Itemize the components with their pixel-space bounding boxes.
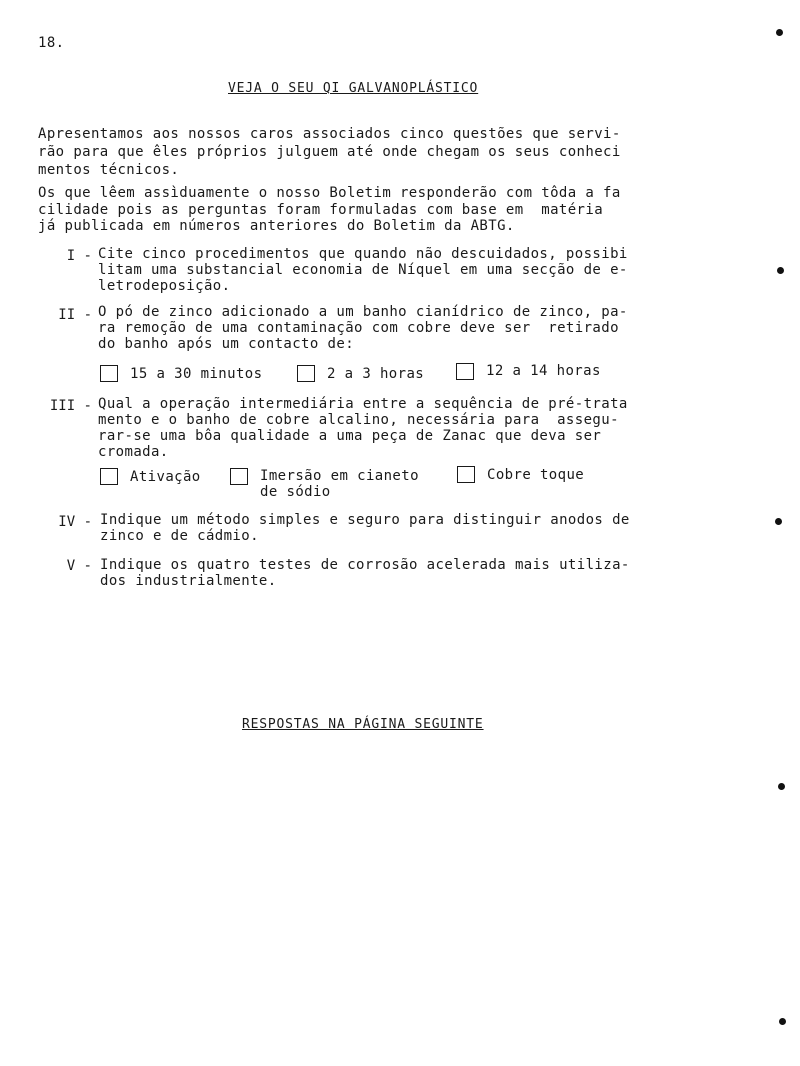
intro-line: mentos técnicos. bbox=[38, 162, 180, 178]
punch-mark bbox=[775, 518, 782, 525]
question-line: dos industrialmente. bbox=[100, 573, 277, 589]
page-number: 18. bbox=[38, 35, 65, 51]
option-label: Ativação bbox=[130, 469, 201, 485]
intro-line: Os que lêem assìduamente o nosso Boletim responderão com tôda a fa bbox=[38, 185, 621, 201]
intro-line: já publicada em números anteriores do Boletim da ABTG. bbox=[38, 218, 515, 234]
option-checkbox[interactable] bbox=[230, 468, 248, 485]
option-label: 15 a 30 minutos bbox=[130, 366, 263, 382]
question-line: litam uma substancial economia de Níquel em uma secção de e- bbox=[98, 262, 628, 278]
option-checkbox[interactable] bbox=[100, 365, 118, 382]
question-line: ra remoção de uma contaminação com cobre deve ser retirado bbox=[98, 320, 619, 336]
question-line: do banho após um contacto de: bbox=[98, 336, 355, 352]
question-line: rar-se uma bôa qualidade a uma peça de Zanac que deva ser bbox=[98, 428, 602, 444]
option-checkbox[interactable] bbox=[100, 468, 118, 485]
question-number: III - bbox=[49, 398, 92, 414]
option-label: Cobre toque bbox=[487, 467, 585, 483]
option-checkbox[interactable] bbox=[297, 365, 315, 382]
option-checkbox[interactable] bbox=[457, 466, 475, 483]
answers-note: RESPOSTAS NA PÁGINA SEGUINTE bbox=[242, 717, 484, 732]
intro-line: Apresentamos aos nossos caros associados cinco questões que servi- bbox=[38, 126, 621, 142]
question-line: letrodeposição. bbox=[98, 278, 231, 294]
punch-mark bbox=[779, 1018, 786, 1025]
option-label: de sódio bbox=[260, 484, 331, 500]
question-line: Cite cinco procedimentos que quando não descuidados, possibi bbox=[98, 246, 628, 262]
option-label: 12 a 14 horas bbox=[486, 363, 601, 379]
question-line: mento e o banho de cobre alcalino, necessária para assegu- bbox=[98, 412, 619, 428]
question-number: I - bbox=[66, 248, 92, 264]
question-line: Qual a operação intermediária entre a sequência de pré-trata bbox=[98, 396, 628, 412]
intro-line: cilidade pois as perguntas foram formuladas com base em matéria bbox=[38, 202, 604, 218]
page-title: VEJA O SEU QI GALVANOPLÁSTICO bbox=[228, 81, 479, 96]
punch-mark bbox=[777, 267, 784, 274]
punch-mark bbox=[778, 783, 785, 790]
question-number: V - bbox=[66, 558, 92, 574]
question-line: Indique um método simples e seguro para distinguir anodos de bbox=[100, 512, 630, 528]
option-checkbox[interactable] bbox=[456, 363, 474, 380]
punch-mark bbox=[776, 29, 783, 36]
option-label: 2 a 3 horas bbox=[327, 366, 425, 382]
question-line: zinco e de cádmio. bbox=[100, 528, 259, 544]
intro-line: rão para que êles próprios julguem até onde chegam os seus conheci bbox=[38, 144, 621, 160]
question-line: O pó de zinco adicionado a um banho cianídrico de zinco, pa- bbox=[98, 304, 628, 320]
option-label: Imersão em cianeto bbox=[260, 468, 419, 484]
question-number: IV - bbox=[58, 514, 92, 530]
question-line: cromada. bbox=[98, 444, 169, 460]
question-line: Indique os quatro testes de corrosão acelerada mais utiliza- bbox=[100, 557, 630, 573]
question-number: II - bbox=[58, 307, 92, 323]
